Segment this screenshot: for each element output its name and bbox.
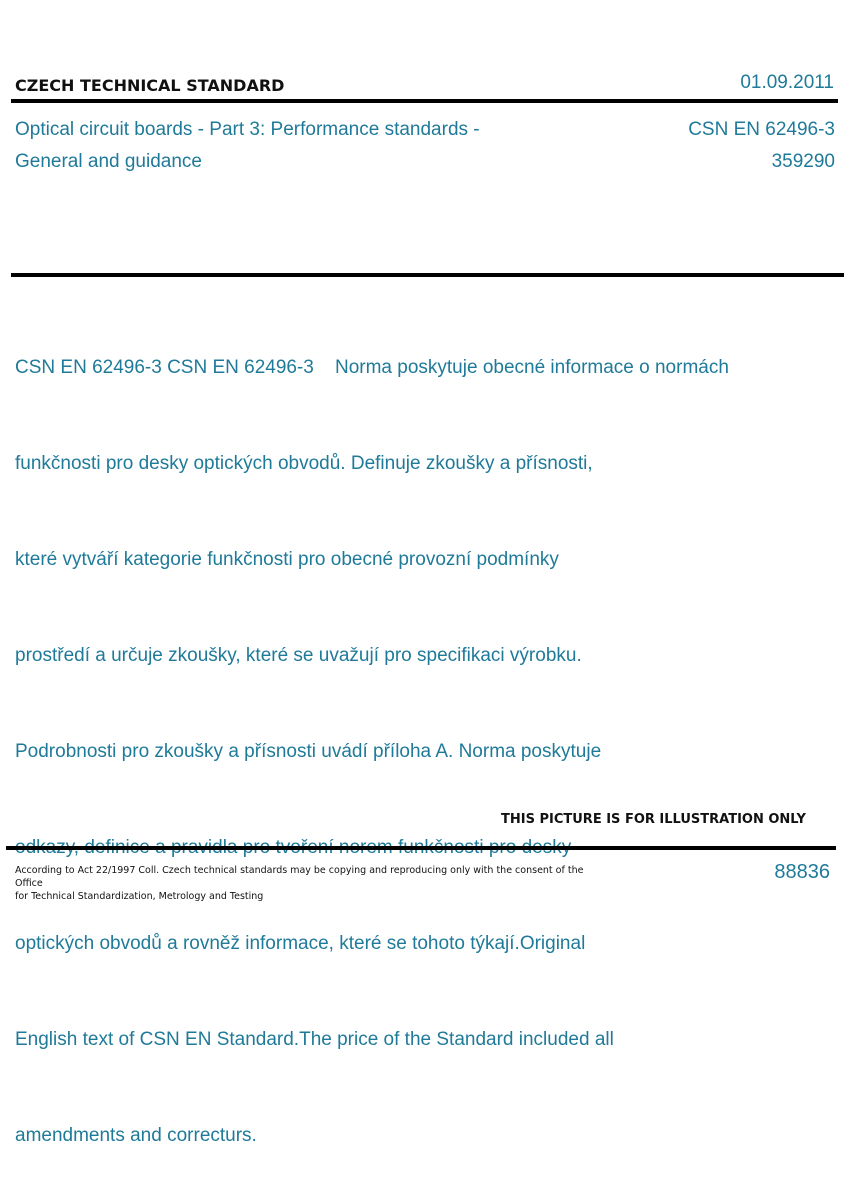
legal-notice bbox=[15, 864, 595, 903]
legal-notice-line: for Technical Standardization, Metrology and Testing bbox=[15, 891, 264, 902]
standard-title: Optical circuit boards - Part 3: Performance standards - General and guidance bbox=[15, 119, 480, 172]
document-id: 88836 bbox=[774, 861, 830, 883]
description-line: funkčnosti pro desky optických obvodů. Definuje zkoušky a přísnosti, bbox=[15, 453, 593, 474]
standard-number: 359290 bbox=[771, 151, 835, 172]
legal-notice-line: According to Act 22/1997 Coll. Czech technical standards may be copying and reproducing only with the consent of the Office bbox=[15, 865, 584, 889]
standard-code: CSN EN 62496-3 bbox=[688, 119, 835, 140]
illustration-note: THIS PICTURE IS FOR ILLUSTRATION ONLY bbox=[501, 812, 806, 827]
footer-divider bbox=[6, 846, 836, 850]
header-divider bbox=[11, 99, 838, 103]
body-divider bbox=[11, 273, 844, 277]
description-line: odkazy, definice a pravidla pro tvoření norem funkčnosti pro desky bbox=[15, 837, 572, 858]
description-line: CSN EN 62496-3 CSN EN 62496-3 Norma poskytuje obecné informace o normách bbox=[15, 357, 729, 378]
description-line: prostředí a určuje zkoušky, které se uvažují pro specifikaci výrobku. bbox=[15, 645, 582, 666]
description-line: které vytváří kategorie funkčnosti pro obecné provozní podmínky bbox=[15, 549, 559, 570]
publication-date: 01.09.2011 bbox=[740, 72, 834, 93]
description-line: Podrobnosti pro zkoušky a přísnosti uvádí příloha A. Norma poskytuje bbox=[15, 741, 602, 762]
description-line: optických obvodů a rovněž informace, které se tohoto týkají.Original bbox=[15, 933, 586, 954]
description-line: amendments and correcturs. bbox=[15, 1125, 257, 1146]
standard-type-label: CZECH TECHNICAL STANDARD bbox=[15, 76, 285, 95]
description-line: English text of CSN EN Standard.The price of the Standard included all bbox=[15, 1029, 614, 1050]
standard-description bbox=[15, 288, 729, 1184]
